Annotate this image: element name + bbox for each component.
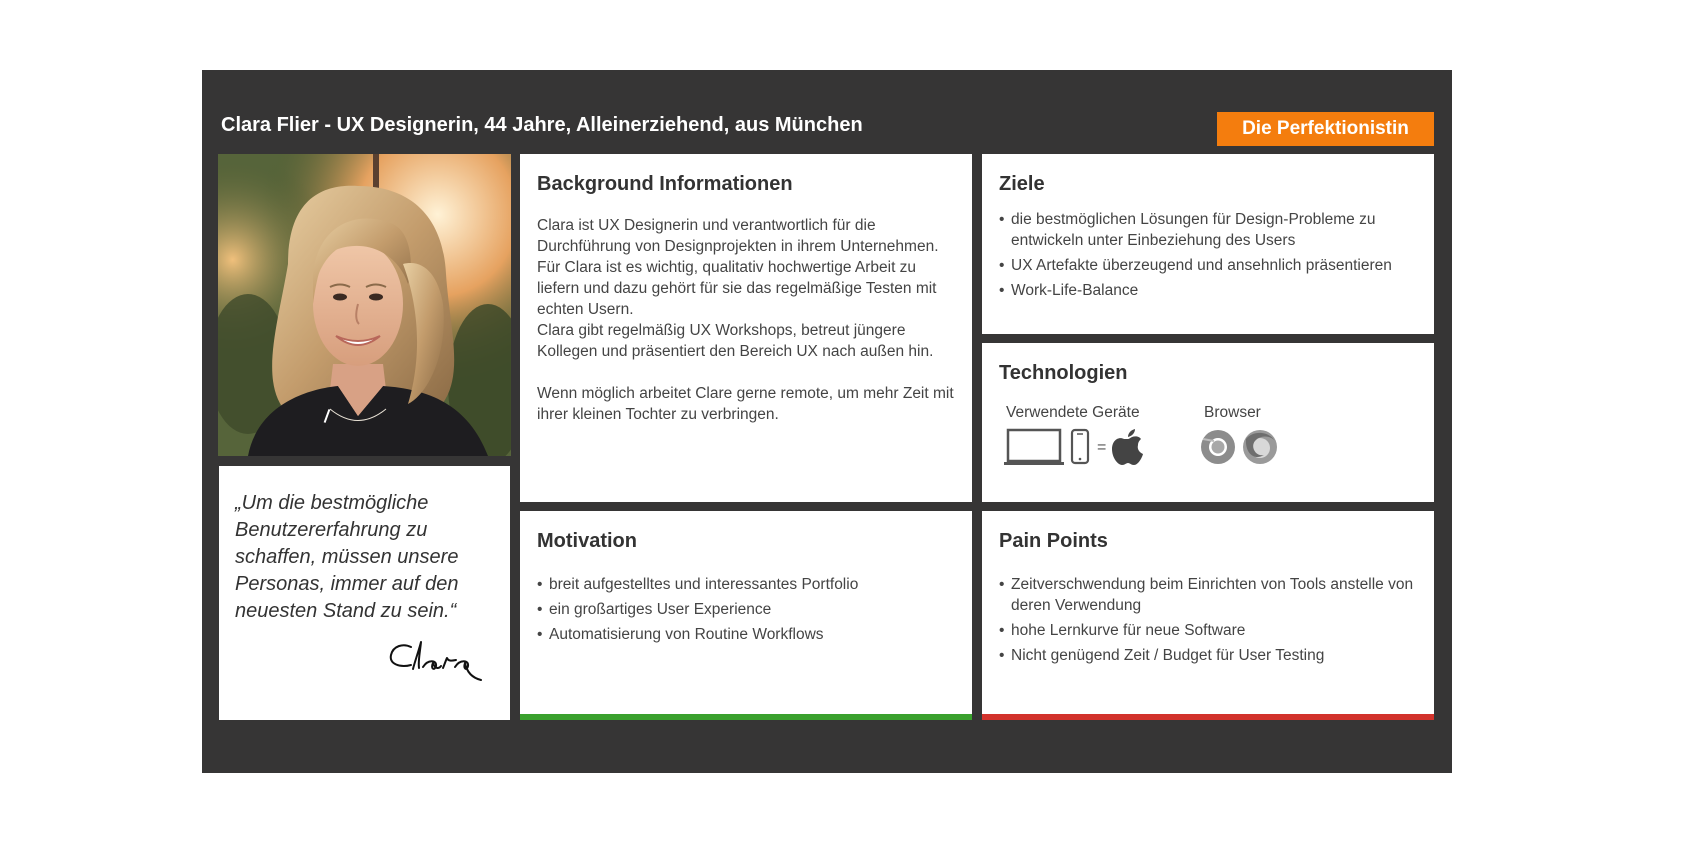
smartphone-icon	[1072, 430, 1088, 463]
background-paragraph: Wenn möglich arbeitet Clare gerne remote, um mehr Zeit mit ihrer kleinen Tochter zu verbringen.	[537, 385, 954, 423]
pain-points-accent-bar	[982, 714, 1434, 720]
list-item: • Zeitverschwendung beim Einrichten von Tools anstelle von deren Verwendung	[999, 574, 1419, 616]
technologies-heading: Technologien	[999, 362, 1128, 384]
pain-points-heading: Pain Points	[999, 530, 1108, 552]
list-item: • die bestmöglichen Lösungen für Design-Probleme zu entwickeln unter Einbeziehung des Users	[999, 209, 1419, 251]
background-text	[537, 215, 962, 425]
laptop-icon	[1004, 430, 1064, 465]
list-item: • Automatisierung von Routine Workflows	[537, 624, 957, 645]
list-item: • ein großartiges User Experience	[537, 599, 957, 620]
device-icons	[1004, 427, 1154, 467]
quote-card	[219, 466, 510, 720]
motivation-list	[537, 574, 957, 649]
browser-label: Browser	[1204, 404, 1261, 421]
list-item: • breit aufgestelltes und interessantes Portfolio	[537, 574, 957, 595]
persona-quote: „Um die bestmögliche Benutzererfahrung zu schaffen, müssen unsere Personas, immer auf den neuesten Stand zu sein.“	[235, 492, 459, 622]
background-paragraph: Clara ist UX Designerin und verantwortlich für die Durchführung von Designprojekten in ihrem Unternehmen. Für Clara ist es wichtig, qualitativ hochwertige Arbeit zu liefern und dazu gehört für sie das regelmäßige Testen mit echten Usern.	[537, 217, 939, 318]
list-item: • UX Artefakte überzeugend und ansehnlich präsentieren	[999, 255, 1419, 276]
pain-points-list	[999, 574, 1419, 670]
devices-label: Verwendete Geräte	[1006, 404, 1140, 421]
goals-list	[999, 209, 1419, 305]
apple-icon	[1112, 429, 1143, 465]
motivation-accent-bar	[520, 714, 972, 720]
list-item: • hohe Lernkurve für neue Software	[999, 620, 1419, 641]
devices-equals: =	[1097, 439, 1107, 456]
motivation-heading: Motivation	[537, 530, 637, 552]
background-paragraph: Clara gibt regelmäßig UX Workshops, betreut jüngere Kollegen und präsentiert den Bereich UX nach außen hin.	[537, 322, 934, 360]
background-card	[520, 154, 972, 502]
browser-icons	[1200, 427, 1280, 467]
list-item: • Work-Life-Balance	[999, 280, 1419, 301]
signature-icon	[387, 638, 492, 682]
persona-photo	[218, 154, 511, 456]
persona-title: Clara Flier - UX Designerin, 44 Jahre, Alleinerziehend, aus München	[221, 114, 863, 136]
goals-heading: Ziele	[999, 173, 1045, 195]
pain-points-card	[982, 511, 1434, 720]
portrait-image	[218, 154, 511, 456]
background-heading: Background Informationen	[537, 173, 793, 195]
list-item: • Nicht genügend Zeit / Budget für User Testing	[999, 645, 1419, 666]
goals-card	[982, 154, 1434, 334]
motivation-card	[520, 511, 972, 720]
chrome-icon	[1201, 430, 1235, 464]
persona-type-badge: Die Perfektionistin	[1217, 112, 1434, 146]
technologies-card	[982, 343, 1434, 502]
firefox-icon	[1243, 430, 1277, 464]
